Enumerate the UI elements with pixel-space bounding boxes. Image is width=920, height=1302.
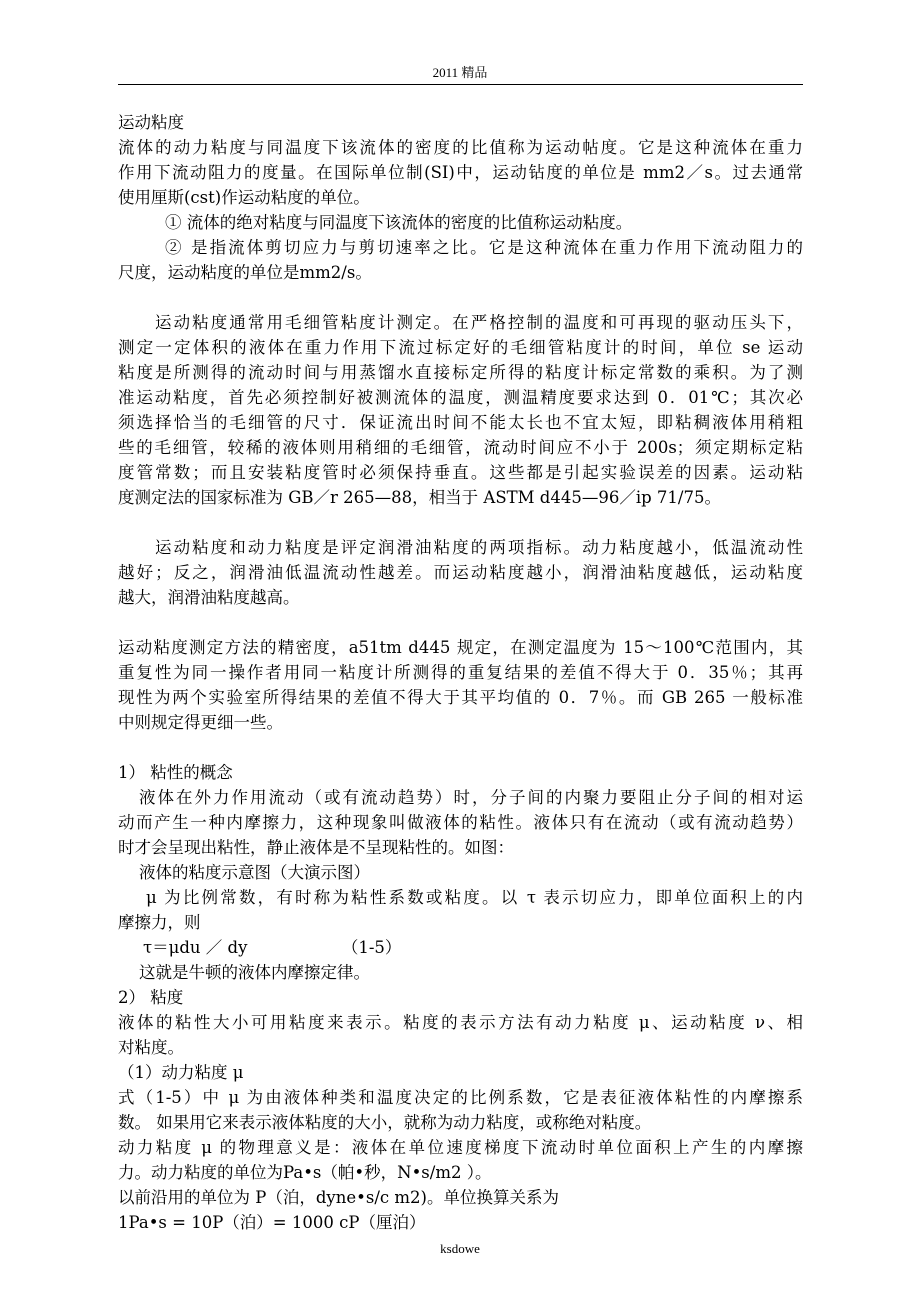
paragraph-line: 运动粘度和动力粘度是评定润滑油粘度的两项指标。动力粘度越小，低温流动性 [155,538,803,557]
list-item: ① 流体的绝对粘度与同温度下该流体的密度的比值称运动粘度。 [165,213,633,232]
subsection-heading: （1）动力粘度 μ [118,1063,244,1082]
equation: τ＝μdu ／ dy （1-5） [143,938,402,957]
paragraph-line: 测定一定体积的液体在重力作用下流过标定好的毛细管粘度计的时间，单位 se 运动 [118,338,803,357]
paragraph-line: 运动粘度通常用毛细管粘度计测定。在严格控制的温度和可再现的驱动压头下， [155,313,803,332]
paragraph-line: 度测定法的国家标准为 GB／r 265—88，相当于 ASTM d445—96／ip 71/75。 [118,488,721,507]
spacer [118,510,803,535]
paragraph-line: 准运动粘度，首先必须控制好被测流体的温度，测温精度要求达到 0．01℃；其次必 [118,388,803,407]
paragraph-line: 动而产生一种内摩擦力，这种现象叫做液体的粘性。液体只有在流动（或有流动趋势） [118,813,803,832]
figure-caption: 液体的粘度示意图（大演示图） [139,863,370,882]
paragraph-line: 尺度，运动粘度的单位是mm2/s。 [118,263,372,282]
spacer [118,610,803,635]
page-header: 2011 精品 [432,65,488,80]
paragraph-line: 式（1-5）中 μ 为由液体种类和温度决定的比例系数，它是表征液体粘性的内摩擦系 [118,1088,803,1107]
paragraph-line: 力。动力粘度的单位为Pa•s（帕•秒，N•s/m2 ）。 [118,1163,492,1182]
paragraph-line: μ 为比例常数，有时称为粘性系数或粘度。以 τ 表示切应力，即单位面积上的内 [146,888,803,907]
paragraph-line: 1Pa•s = 10P（泊）= 1000 cP（厘泊） [118,1213,426,1232]
paragraph-line: 摩擦力，则 [118,913,201,932]
paragraph-line: 液体的粘性大小可用粘度来表示。粘度的表示方法有动力粘度 μ、运动粘度 ν、相 [118,1013,803,1032]
paragraph-line: 流体的动力粘度与同温度下该流体的密度的比值称为运动帖度。它是这种流体在重力 [118,138,803,157]
paragraph-line: 中则规定得更细一些。 [118,713,283,732]
paragraph-line: 粘度是所测得的流动时间与用蒸馏水直接标定所得的粘度计标定常数的乘积。为了测 [118,363,803,382]
spacer [118,285,803,310]
paragraph-line: 些的毛细管，较稀的液体则用稍细的毛细管，流动时间应不小于 200s；须定期标定粘 [118,438,803,457]
paragraph-line: 使用厘斯(cst)作运动粘度的单位。 [118,188,370,207]
document-body [118,110,803,1235]
spacer [118,735,803,760]
paragraph-line: 度管常数；而且安装粘度管时必须保持垂直。这些都是引起实验误差的因素。运动粘 [118,463,803,482]
paragraph-line: 重复性为同一操作者用同一粘度计所测得的重复结果的差值不得大于 0．35％；其再 [118,663,803,682]
paragraph-line: 对粘度。 [118,1038,184,1057]
paragraph-line: 动力粘度 μ 的物理意义是：液体在单位速度梯度下流动时单位面积上产生的内摩擦 [118,1138,803,1157]
paragraph-line: 越好；反之，润滑油低温流动性越差。而运动粘度越小，润滑油粘度越低，运动粘度 [118,563,803,582]
paragraph-line: 以前沿用的单位为 P（泊，dyne•s/c m2)。单位换算关系为 [118,1188,559,1207]
paragraph-line: 作用下流动阻力的度量。在国际单位制(SI)中，运动钻度的单位是 mm2／s。过去通常 [118,163,803,182]
section-title: 运动粘度 [118,113,184,132]
paragraph-line: 液体在外力作用流动（或有流动趋势）时，分子间的内聚力要阻止分子间的相对运 [139,788,803,807]
paragraph-line: 运动粘度测定方法的精密度，a51tm d445 规定，在测定温度为 15～100℃范围内，其 [118,638,803,657]
section-heading: 1） 粘性的概念 [118,763,233,782]
paragraph-line: 数。 如果用它来表示液体粘度的大小，就称为动力粘度，或称绝对粘度。 [118,1113,652,1132]
paragraph-line: 现性为两个实验室所得结果的差值不得大于其平均值的 0．7％。而 GB 265 一般标准 [118,688,803,707]
paragraph-line: 时才会呈现出粘性，静止液体是不呈现粘性的。如图： [118,838,514,857]
page-footer: ksdowe [440,1241,480,1256]
header-divider [118,84,803,85]
paragraph-line: 须选择恰当的毛细管的尺寸．保证流出时间不能太长也不宜太短，即粘稠液体用稍粗 [118,413,803,432]
paragraph-line: 越大，润滑油粘度越高。 [118,588,300,607]
list-item: ② 是指流体剪切应力与剪切速率之比。它是这种流体在重力作用下流动阻力的 [165,238,803,257]
section-heading: 2） 粘度 [118,988,184,1007]
paragraph-line: 这就是牛顿的液体内摩擦定律。 [139,963,370,982]
